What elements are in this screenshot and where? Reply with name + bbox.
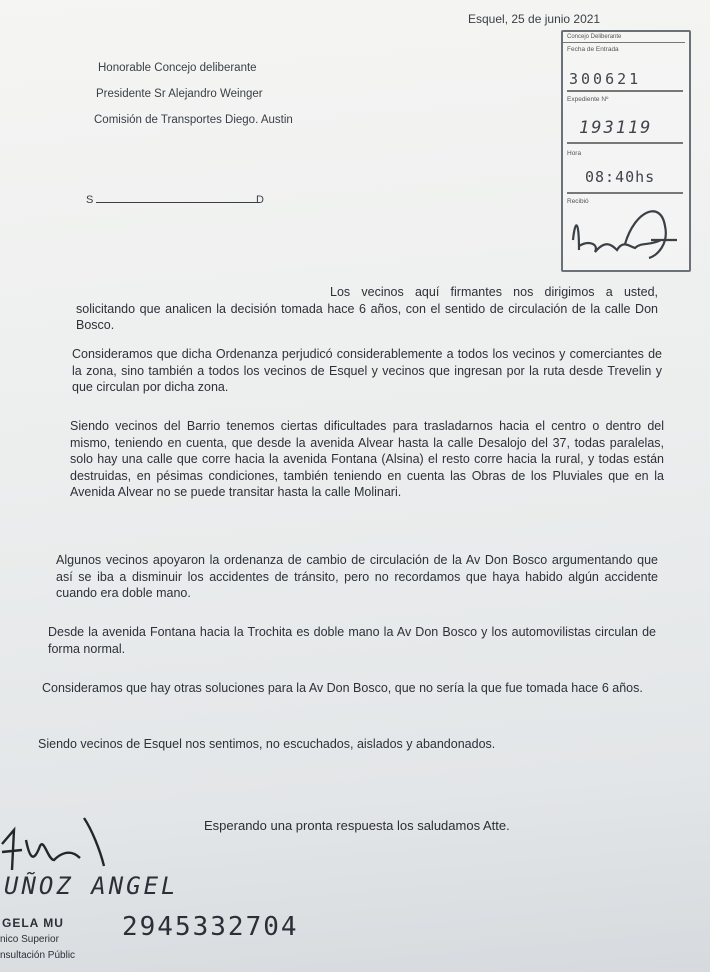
stamp-signature-scribble: [565, 200, 683, 264]
sd-right: D: [256, 194, 264, 206]
stamp-label-firma: Recibió: [567, 198, 589, 205]
handwritten-phone: 2945332704: [122, 912, 299, 942]
paragraph-6: Consideramos que hay otras soluciones para la Av Don Bosco, que no sería la que fue tomada hace 6 años.: [42, 681, 643, 695]
stamp-divider: [563, 42, 685, 43]
title-line-2: nsultación Públic: [0, 950, 76, 961]
sd-line: [96, 202, 260, 203]
salutation-sd: [86, 194, 268, 208]
stamp-label-expediente: Expediente Nº: [567, 96, 609, 103]
stamp-label-entrada: Fecha de Entrada: [567, 46, 619, 53]
paragraph-1: Los vecinos aquí firmantes nos dirigimos a usted, solicitando que analicen la decisión tomada hace 6 años, con el sentido de circulación de la calle Don Bosco.: [76, 285, 658, 332]
addressee-line-3: Comisión de Transportes Diego. Austin: [94, 114, 293, 126]
paragraph-4: Algunos vecinos apoyaron la ordenanza de cambio de circulación de la Av Don Bosco argumentando que así se iba a disminuir los accidentes de tránsito, pero no recordamos que haya habido algún accidente cuando era doble mano.: [56, 553, 658, 600]
sd-left: S: [86, 194, 94, 206]
stamp-hora: 08:40hs: [585, 168, 656, 186]
addressee-line-2: Presidente Sr Alejandro Weinger: [96, 88, 263, 100]
paragraph-3: Siendo vecinos del Barrio tenemos ciertas dificultades para trasladarnos hacia el centro o dentro del mismo, teniendo en cuenta, que desde la avenida Alvear hasta la calle Desalojo del 37, todas paralelas, solo hay una calle que corre hacia la avenida Fontana (Alsina) el resto corre hacia la rural, y todas están destruidas, en pésimas condiciones, también teniendo en cuenta las Obras de los Pluviales que en la Avenida Alvear no se puede transitar hasta la calle Molinari.: [70, 419, 664, 499]
paragraph-2: Consideramos que dicha Ordenanza perjudicó considerablemente a todos los vecinos y comerciantes de la zona, sino también a todos los vecinos de Esquel y vecinos que ingresan por la ruta desde Trevelin y que circulan por dicha zona.: [72, 347, 662, 394]
stamp-expediente-number: 193119: [579, 118, 653, 138]
stamp-rule-1: [567, 90, 683, 92]
stamp-rule-3: [567, 192, 683, 194]
addressee-line-1: Honorable Concejo deliberante: [98, 62, 257, 74]
letter-date: Esquel, 25 de junio 2021: [468, 12, 601, 26]
reception-stamp: [561, 30, 691, 272]
printed-name: GELA MU: [2, 916, 64, 930]
handwritten-signature: [0, 810, 130, 880]
paragraph-5: Desde la avenida Fontana hacia la Trochita es doble mano la Av Don Bosco y los automovilistas circulan de forma normal.: [48, 625, 656, 656]
stamp-label-hora: Hora: [567, 150, 582, 157]
closing-line: Esperando una pronta respuesta los saludamos Atte.: [204, 818, 510, 833]
letter-body: [38, 284, 664, 754]
title-line-1: nico Superior: [0, 934, 59, 945]
stamp-header: Concejo Deliberante: [567, 34, 622, 40]
stamp-entry-number: 300621: [569, 70, 642, 88]
stamp-rule-2: [567, 142, 683, 144]
handwritten-name: UÑOZ ANGEL: [4, 872, 179, 900]
paragraph-7: Siendo vecinos de Esquel nos sentimos, no escuchados, aislados y abandonados.: [38, 737, 496, 751]
